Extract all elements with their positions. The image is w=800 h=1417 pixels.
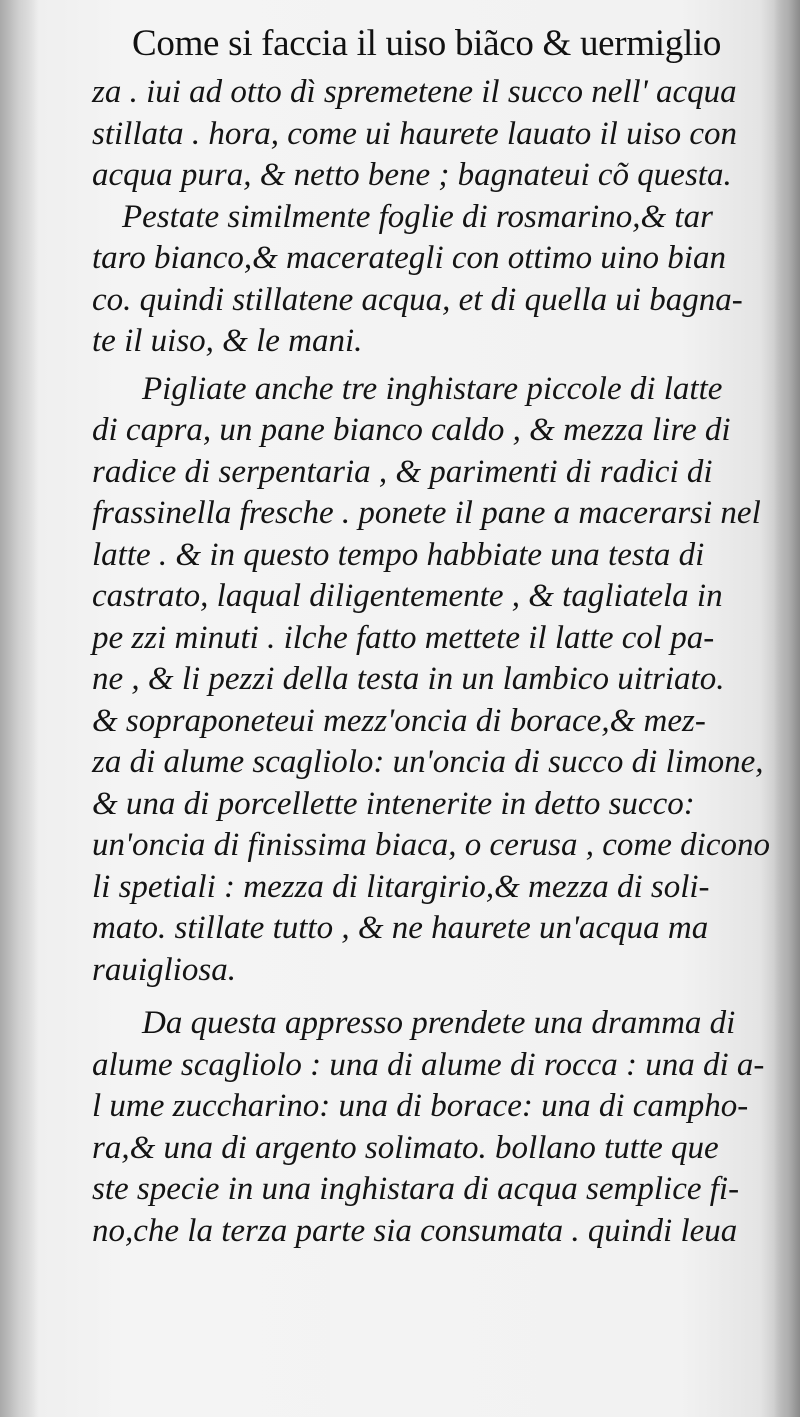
text-line: acqua pura, & netto bene ; bagnateui cõ questa. [92,157,732,193]
paragraph-start-line: Pigliate anche tre inghistare piccole di latte [142,370,723,407]
text-line: castrato, laqual diligentemente , & tagliatela in [92,578,723,614]
text-line: l ume zuccharino: una di borace: una di campho- [92,1088,749,1124]
text-line: & una di porcellette intenerite in detto succo: [92,785,695,822]
text-line: za di alume scagliolo: un'oncia di succo di limone, [92,744,764,780]
text-line: co. quindi stillatene acqua, et di quella ui bagna- [92,281,743,318]
text-line: ra,& una di argento solimato. bollano tutte que [92,1129,719,1166]
paragraph-start-line: Da questa appresso prendete una dramma di [142,1005,736,1041]
text-line: frassinella fresche . ponete il pane a macerarsi nel [92,495,761,531]
text-line: pe zzi minuti . ilche fatto mettete il latte col pa- [92,619,715,656]
text-line: li spetiali : mezza di litargirio,& mezza di soli- [92,868,710,905]
text-line: taro bianco,& macerategli con ottimo uino bian [92,240,726,276]
text-line: & sopraponeteui mezz'oncia di borace,& mez- [92,702,706,739]
text-line: di capra, un pane bianco caldo , & mezza lire di [92,412,731,448]
text-line: stillata . hora, come ui haurete lauato il uiso con [92,115,737,152]
text-line: rauigliosa. [92,951,236,988]
text-line: un'oncia di finissima biaca, o cerusa , come dicono [92,827,770,863]
text-line: latte . & in questo tempo habbiate una testa di [92,536,705,573]
running-header: Come si faccia il uiso biãco & uermiglio [132,23,722,64]
text-line: za . iui ad otto dì spremetene il succo nell' acqua [92,74,737,110]
text-line: ste specie in una inghistara di acqua semplice fi- [92,1171,740,1207]
text-line: alume scagliolo : una di alume di rocca : una di a- [92,1046,765,1083]
gutter-shadow [0,0,38,1417]
text-line: ne , & li pezzi della testa in un lambico uitriato. [92,661,725,697]
text-line: te il uiso, & le mani. [92,323,363,359]
text-line: no,che la terza parte sia consumata . quindi leua [92,1212,738,1249]
page-edge-shadow [774,0,800,1417]
paragraph-start-line: Pestate similmente foglie di rosmarino,& tar [122,198,713,235]
body-text [92,72,772,1252]
text-line: mato. stillate tutto , & ne haurete un'acqua ma [92,910,709,946]
text-line: radice di serpentaria , & parimenti di radici di [92,453,713,490]
